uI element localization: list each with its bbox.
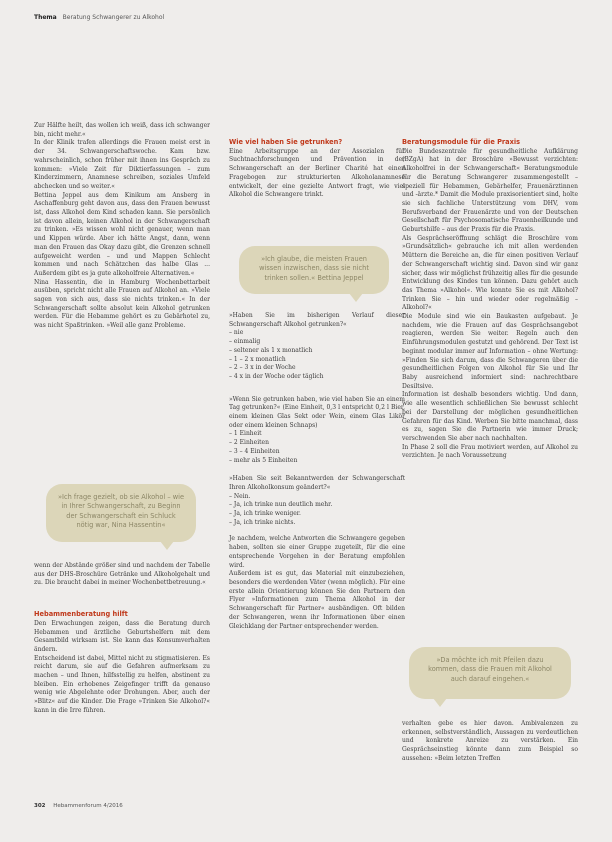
question: »Wenn Sie getrunken haben, wie viel haben Sie an einem Tag getrunken?« (Eine Einheit, 0,3 l entspricht 0,2 l Bier, einem kleinen Glas Sekt oder Wein, einem Glas Likör oder einem kleinen Schnaps) [229,395,405,429]
section-heading: Hebammenberatung hilft [34,610,128,619]
paragraph: wenn der Abstände größer sind und nachdem der Tabelle aus der DHS-Broschüre Getränke und Alkoholgehalt und zu. Die braucht dabei in meiner Wochenbettbetreuung.« [34,562,210,587]
paragraph: Außerdem ist es gut, das Material mit einzubeziehen, besonders die werdenden Väter (wenn möglich). Für eine erste allein Orientierung können Sie den Partnern den Flyer »Informationen zum Thema Alkohol in der Schwangerschaft für Partner« ausbändigen. Oft bilden der Schwangeren, wenn ihr Informationen über einen Gleichklang der Partner entsprechender werden. [229,570,405,630]
journal-name: Hebammenforum 4/2016 [53,803,123,809]
list-item: – Ja, ich trinke weniger. [229,510,405,519]
paragraph: Je nachdem, welche Antworten die Schwangere gegeben haben, sollten sie einer Gruppe zugeteilt, für die eine entsprechende Vorgehen in der Beratung empfohlen wird. [229,535,405,569]
pull-quote-bubble: »Da möchte ich mit Pfeilen dazu kommen, dass die Frauen mit Alkohol auch darauf eingehen.« [409,647,571,699]
pull-quote-bubble: »Ich frage gezielt, ob sie Alkohol – wie in Ihrer Schwangerschaft, zu Beginn der Schwangerschaft ein Schluck nötig war, Nina Hassentin« [46,484,196,542]
question: »Haben Sie seit Bekanntwerden der Schwangerschaft Ihren Alkoholkonsum geändert?« [229,475,405,491]
list-item: – einmalig [229,338,405,347]
paragraph: Information ist deshalb besonders wichtig. Und dann, wie alle wesentlich schließlichen Sie bewusst schlecht bei der Darstellung der möglichen gesundheitlichen Gefahren für das Kind. Werben Sie bitte manchmal, dass es zu, sagen Sie die Partnerin wie immer Druck; verschwenden Sie aber nach nachhalten. [402,391,578,442]
column-middle-bottom [229,312,405,631]
paragraph: verhalten gebe es hier davon. Ambivalenzen zu erkennen, selbstverständlich, Aussagen zu verdeutlichen und konkrete Anreize zu verstärken. Ein Gesprächseinstieg könnte dann zum Beispiel so aussehen: »Beim letzten Treffen [402,720,578,762]
section-heading: Wie viel haben Sie getrunken? [229,138,343,146]
section-heading: Beratungsmodule für die Praxis [402,138,521,146]
list-item: – seltener als 1 x monatlich [229,347,405,356]
list-item: – Ja, ich trinke nun deutlich mehr. [229,501,405,510]
paragraph: Bettina Jeppel aus dem Kinikum am Ansberg in Aschaffenburg geht davon aus, dass den Frauen bewusst ist, dass Alkohol dem Kind schaden kann. Sie persönlich ist davon allein, keinen Alkohol in der Schwangerschaft zu trinken. »Es wissen wohl nicht genauer, wenn man und Kippen würde. Aber ich hätte Angst, dann, wenn man den Frauen das Okay dazu gibt, die Grenzen schnell aufgeweicht werden – und und Mappen Schlecht kommen und nach Schätzchen das halbe Glas ... Außerdem gibt es ja gute alkoholfreie Alternativen.« [34,191,210,277]
list-item: – Ja, ich trinke nichts. [229,519,405,528]
column-left-bottom [34,562,210,716]
paragraph: Entscheidend ist dabei, Mittel nicht zu stigmatisieren. Es reicht darum, sie auf die Gefahren aufmerksam zu machen – und Ihnen, hilfsstellig zu helfen, abstinent zu bleiben. Ein erhobenes Zeigefinger trifft da genauso wenig wie Abgelehnte oder Drohungen. Aber, auch der »Blitz« auf die Kinder. Die Frage »Trinken Sie Alkohol?« kann in die Irre führen. [34,654,210,714]
answer-list [229,430,405,465]
pull-quote-bubble: »Ich glaube, die meisten Frauen wissen inzwischen, dass sie nicht trinken sollen.« Bettina Jeppel [239,246,389,294]
paragraph: In Phase 2 soll die Frau motiviert werden, auf Alkohol zu verzichten. Je nach Voraussetzung [402,443,578,460]
question: »Haben Sie im bisherigen Verlauf dieser Schwangerschaft Alkohol getrunken?« [229,312,405,328]
list-item: – 1 – 2 x monatlich [229,356,405,365]
running-header [34,14,164,21]
page-footer [34,803,123,809]
answer-list [229,329,405,381]
paragraph: Zur Hälfte heilt, das wollen ich weiß, dass ich schwanger bin, nicht mehr.« [34,122,210,138]
list-item: – 3 – 4 Einheiten [229,448,405,457]
answer-list [229,493,405,528]
paragraph: Die Module sind wie ein Baukasten aufgebaut. Je nachdem, wie die Frauen auf das Gesprächsangebot reagieren, werden Sie weiter. Regeln auch den Einführungsmodulen gestutzt und gehörend. Der Text ist beginnt modular immer auf Information – ohne Wertung: »Finden Sie sich darum, dass die Schwangeren über die gesundheitlichen Folgen von Alkohol für Sie und Ihr Baby ausreichend informiert sind: nachrechtbare Desiltsive. [402,313,578,390]
list-item: – 1 Einheit [229,430,405,439]
column-right-top [402,138,578,461]
page-number: 302 [34,803,46,809]
paragraph: Die Bundeszentrale für gesundheitliche Aufklärung (BZgA) hat in der Broschüre »Bewusst verzichten: Alkoholfrei in der Schwangerschaft« Beratungsmodule für die Beratung Schwangerer zusammengestellt – speziell für Hebammen, Gebärhelfer, Frauenärztinnen und -ärzte.* Damit die Module praxisorientiert sind, holte sie sich fachliche Unterstützung vom DHV, vom Berufsverband der Frauenärzte und von der Deutschen Gesellschaft für Psychosomatische Frauenheilkunde und Geburtshilfe – aus der Praxis für die Praxis. [402,147,578,234]
column-middle-top [229,138,405,200]
list-item: – 4 x in der Woche oder täglich [229,373,405,382]
section-label: Thema [34,14,57,21]
column-left-top [34,122,210,331]
topic-label: Beratung Schwangerer zu Alkohol [62,14,165,21]
paragraph: Nina Hassentin, die in Hamburg Wochenbettarbeit ausüben, spricht nicht alle Frauen auf Alkohol an. »Viele sagen von sich aus, dass sie nichts trinken.« In der Schwangerschaft sollte absolut kein Alkohol getrunken werden. Für die Hebamme gehört es zu Gebärhotel zu, was nicht Spaßtrinken. »Weil alle ganz Probleme. [34,278,210,330]
list-item: – mehr als 5 Einheiten [229,457,405,466]
paragraph: Eine Arbeitsgruppe an der Assozialen für Suchtnachforschungen und Prävention in der Schwangerschaft an der Berliner Charité hat einen Fragebogen zur strukturierten Alkoholanamnese entwickelt, der eine gezielte Antwort fragt, wie viel Alkohol die Schwangere trinkt. [229,147,405,199]
paragraph: Den Erwachungen zeigen, dass die Beratung durch Hebammen und ärztliche Geburtshelfern mit dem Gesamtbild wirksam ist. Sie kann das Konsumverhalten ändern. [34,619,210,653]
list-item: – 2 Einheiten [229,439,405,448]
paragraph: Als Gesprächseröffnung schlägt die Broschüre vom »Grundsätzlich« gebrauche ich mit allen werdenden Müttern die Bereiche an, die für einen positiven Verlauf der Schwangerschaft wichtig sind. Davon sind wir ganz sicher, dass wir möglichst frühzeitig alles für die gesunde Entwicklung des Kindes tun können. Dazu gehört auch das Thema »Alkohol«. Wie konnte Sie es mit Alkohol? Trinken Sie – hin und wieder oder regelmäßig – Alkohol?« [402,234,578,312]
list-item: – nie [229,329,405,338]
list-item: – 2 – 3 x in der Woche [229,364,405,373]
list-item: – Nein. [229,493,405,502]
column-right-bottom [402,720,578,764]
paragraph: In der Klinik trafen allerdings die Frauen meist erst in der 34. Schwangerschaftswoche. Kam bzw. wahrscheinlich, schon früher mit ihnen ins Gespräch zu kommen: »Viele Zeit für Diktierfassungen – zum Kinderzimmern, Anamnese schreiben, soziales Umfeld abchecken und so weiter.« [34,139,210,190]
